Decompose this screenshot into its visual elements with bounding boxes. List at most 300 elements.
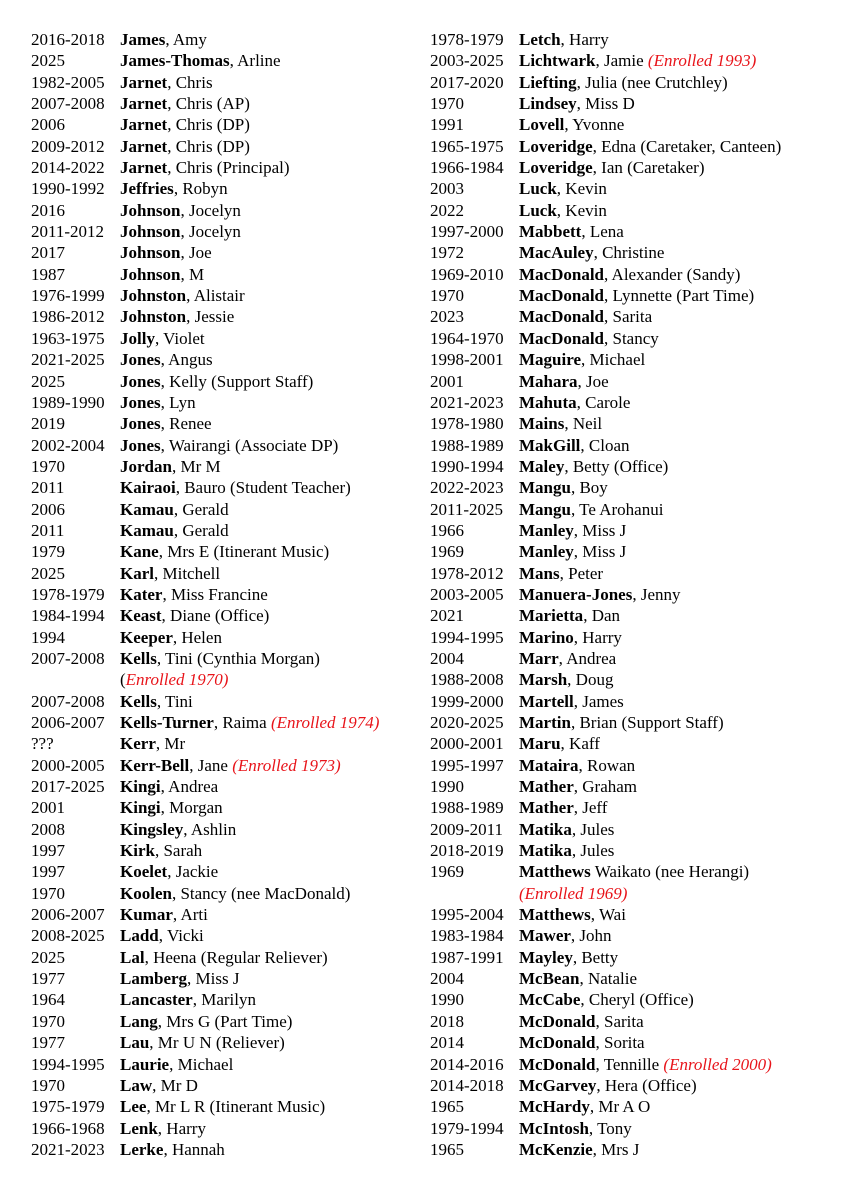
entry-years: 2009-2011 <box>430 819 504 839</box>
staff-entry <box>31 306 421 327</box>
entry-given-name: , Kaff <box>560 734 600 754</box>
staff-entry <box>31 136 421 157</box>
entry-given-name: , Ian (Caretaker) <box>592 158 705 178</box>
entry-surname: Mans <box>519 563 560 583</box>
staff-entry <box>430 1011 845 1032</box>
entry-text <box>120 1032 421 1053</box>
entry-text <box>120 840 421 861</box>
entry-years: ??? <box>31 734 54 754</box>
entry-years: 2008 <box>31 819 65 839</box>
entry-years: 2009-2012 <box>31 136 105 156</box>
entry-surname: Jarnet <box>120 115 168 135</box>
entry-surname: Maru <box>519 734 561 754</box>
entry-text <box>120 776 421 797</box>
entry-text <box>519 114 845 135</box>
staff-entry <box>31 563 421 584</box>
entry-text <box>519 29 845 50</box>
staff-entry <box>430 1054 845 1075</box>
entry-text <box>519 648 845 669</box>
staff-entry <box>430 114 845 135</box>
entry-given-name: , Cheryl (Office) <box>580 990 694 1010</box>
entry-years: 1964-1970 <box>430 328 504 348</box>
entry-surname: Mayley <box>519 947 573 967</box>
entry-surname: Kingi <box>120 798 161 818</box>
entry-surname: Martin <box>519 713 571 732</box>
staff-entry <box>31 883 421 904</box>
entry-years: 2017-2025 <box>31 777 105 797</box>
entry-given-name: , Morgan <box>160 798 223 818</box>
entry-years: 2007-2008 <box>31 648 105 668</box>
staff-entry <box>31 840 421 861</box>
entry-given-name: , Mr U N (Reliever) <box>149 1033 285 1053</box>
entry-years: 1990-1992 <box>31 179 105 199</box>
entry-years: 2004 <box>430 969 464 989</box>
entry-surname: Lamberg <box>120 969 188 989</box>
entry-surname: Kerr <box>120 734 156 754</box>
entry-years: 2021 <box>430 606 464 626</box>
entry-years: 1970 <box>430 286 464 306</box>
entry-given-name: , Arti <box>172 905 208 925</box>
entry-text <box>519 157 845 178</box>
entry-text <box>519 136 845 157</box>
entry-surname: Loveridge <box>519 158 593 178</box>
entry-text <box>120 285 421 306</box>
entry-text <box>519 541 845 562</box>
entry-given-name: Waikato (nee Herangi) <box>590 862 750 882</box>
entry-surname: Jones <box>120 350 161 370</box>
entry-years: 1965-1975 <box>430 136 504 156</box>
entry-text <box>120 627 421 648</box>
entry-years: 1978-1979 <box>31 584 105 604</box>
entry-text <box>519 1096 845 1117</box>
entry-given-name: , Mr L R (Itinerant Music) <box>146 1097 326 1117</box>
entry-given-name: , James <box>573 691 624 711</box>
entry-text <box>120 883 421 904</box>
entry-surname: Kamau <box>120 499 174 519</box>
entry-given-name: , Heena (Regular Reliever) <box>144 947 328 967</box>
staff-entry <box>430 29 845 50</box>
entry-given-name: , Mrs J <box>592 1139 640 1159</box>
entry-text <box>120 541 421 562</box>
entry-given-name: , Violet <box>154 328 205 348</box>
staff-entry <box>430 242 845 263</box>
staff-entry <box>430 285 845 306</box>
entry-given-name: , Yvonne <box>564 115 625 135</box>
entry-given-name: , Jocelyn <box>180 200 241 220</box>
entry-text <box>519 328 845 349</box>
entry-given-name: , Jamie <box>595 51 648 71</box>
entry-given-name: , Diane (Office) <box>161 606 270 626</box>
entry-text <box>120 157 421 178</box>
entry-years: 2020-2025 <box>430 713 504 732</box>
entry-years: 2017-2020 <box>430 72 504 92</box>
entry-given-name: , Lynnette (Part Time) <box>604 286 755 306</box>
entry-given-name: , Doug <box>567 670 614 690</box>
entry-surname: Marsh <box>519 670 568 690</box>
entry-text <box>519 349 845 370</box>
staff-entry <box>430 755 845 776</box>
entry-years: 1998-2001 <box>430 350 504 370</box>
entry-years: 2014-2018 <box>430 1075 504 1095</box>
staff-entry <box>31 499 421 520</box>
entry-years: 1994-1995 <box>430 627 504 647</box>
entry-text <box>519 563 845 584</box>
entry-surname: Maguire <box>519 350 582 370</box>
entry-given-name: , Mr D <box>152 1075 198 1095</box>
entry-years: 1994-1995 <box>31 1054 105 1074</box>
staff-entry <box>31 755 421 776</box>
entry-years: 1989-1990 <box>31 392 105 412</box>
entry-years: 1995-2004 <box>430 905 504 925</box>
entry-surname: McCabe <box>519 990 581 1010</box>
entry-text <box>120 861 421 882</box>
entry-text <box>519 264 845 285</box>
entry-given-name: , Stancy <box>604 328 659 348</box>
staff-entry <box>31 648 421 691</box>
staff-entry <box>430 221 845 242</box>
entry-surname: Keeper <box>120 627 173 647</box>
entry-surname: Johnston <box>120 286 187 306</box>
entry-text <box>519 925 845 946</box>
staff-entry <box>430 861 845 904</box>
entry-given-name: , Kelly (Support Staff) <box>160 371 314 391</box>
entry-text <box>519 712 845 733</box>
entry-years: 2014-2016 <box>430 1054 504 1074</box>
entry-surname: McDonald <box>519 1054 596 1074</box>
entry-years: 1970 <box>31 883 65 903</box>
entry-years: 2025 <box>31 371 65 391</box>
entry-surname: MakGill <box>519 435 581 455</box>
entry-given-name: , Andrea <box>558 648 617 668</box>
entry-given-name: , Wai <box>590 905 626 925</box>
entry-given-name: , Marilyn <box>192 990 256 1010</box>
staff-entry <box>430 1096 845 1117</box>
entry-surname: Luck <box>519 200 557 220</box>
entry-surname: Jordan <box>120 456 172 476</box>
staff-entry <box>430 1139 845 1160</box>
entry-surname: McHardy <box>519 1097 590 1117</box>
entry-surname: Maley <box>519 456 565 476</box>
entry-given-name: , Bauro (Student Teacher) <box>175 478 351 498</box>
staff-entry <box>31 456 421 477</box>
entry-text <box>120 733 421 754</box>
entry-given-name: , Lyn <box>160 392 196 412</box>
staff-entry <box>430 328 845 349</box>
entry-years: 2025 <box>31 947 65 967</box>
entry-text <box>120 72 421 93</box>
enrolled-note: (Enrolled 1974) <box>270 713 380 732</box>
entry-given-name: , Rowan <box>578 755 636 775</box>
entry-surname: MacAuley <box>519 243 594 263</box>
entry-surname: Lee <box>120 1097 147 1117</box>
entry-surname: McGarvey <box>519 1075 597 1095</box>
entry-given-name: , Andrea <box>160 777 219 797</box>
staff-entry <box>430 499 845 520</box>
entry-years: 2025 <box>31 563 65 583</box>
entry-years: 1990-1994 <box>430 456 504 476</box>
entry-given-name: , Tini <box>156 691 193 711</box>
entry-given-name: , Jules <box>571 841 615 861</box>
entry-surname: Marietta <box>519 606 584 626</box>
staff-entry <box>430 477 845 498</box>
entry-given-name: , Amy <box>165 30 207 49</box>
staff-entry <box>31 50 421 71</box>
entry-years: 2011 <box>31 478 65 498</box>
entry-surname: Law <box>120 1075 153 1095</box>
entry-text <box>519 1075 845 1096</box>
entry-surname: Kirk <box>120 841 155 861</box>
enrolled-note: (Enrolled 1973) <box>232 755 341 775</box>
entry-surname: James <box>120 30 166 49</box>
entry-text <box>519 989 845 1010</box>
entry-text <box>120 691 421 712</box>
entry-given-name: , Hera (Office) <box>596 1075 697 1095</box>
entry-text <box>519 221 845 242</box>
entry-given-name: , Arline <box>229 51 281 71</box>
entry-given-name: , Alexander (Sandy) <box>604 264 741 284</box>
staff-entry <box>430 797 845 818</box>
staff-entry <box>31 904 421 925</box>
entry-given-name: , Jenny <box>632 584 681 604</box>
staff-entry <box>430 627 845 648</box>
entry-surname: Mahuta <box>519 392 577 412</box>
staff-entry <box>31 157 421 178</box>
entry-given-name: , Sorita <box>595 1033 645 1053</box>
entry-years: 1965 <box>430 1139 464 1159</box>
staff-entry <box>430 520 845 541</box>
entry-given-name: , Hannah <box>163 1139 225 1159</box>
entry-surname: Luck <box>519 179 557 199</box>
entry-text <box>120 221 421 242</box>
entry-given-name: , Joe <box>180 243 212 263</box>
entry-text <box>519 755 845 776</box>
entry-text <box>120 797 421 818</box>
entry-years: 2019 <box>31 414 65 434</box>
entry-years: 1988-1989 <box>430 798 504 818</box>
entry-given-name: , Mitchell <box>154 563 221 583</box>
entry-years: 2014 <box>430 1033 464 1053</box>
staff-entry <box>31 947 421 968</box>
entry-years: 1978-2012 <box>430 563 504 583</box>
entry-text <box>120 136 421 157</box>
entry-years: 2011-2025 <box>430 499 504 519</box>
entry-given-name: , Miss J <box>573 520 627 540</box>
entry-surname: Keast <box>120 606 162 626</box>
entry-text <box>519 392 845 413</box>
staff-entry <box>31 477 421 498</box>
entry-text <box>519 200 845 221</box>
entry-surname: Mabbett <box>519 222 582 242</box>
entry-surname: Manley <box>519 542 574 562</box>
staff-entry <box>430 947 845 968</box>
entry-given-name: , Peter <box>559 563 604 583</box>
entry-given-name: , Gerald <box>173 520 229 540</box>
entry-surname: Lau <box>120 1033 150 1053</box>
entry-years: 2006-2007 <box>31 905 105 925</box>
entry-surname: Kingsley <box>120 819 184 839</box>
entry-given-name: , John <box>570 926 612 946</box>
entry-text <box>519 840 845 861</box>
entry-given-name: , Te Arohanui <box>570 499 664 519</box>
entry-years: 1977 <box>31 1033 65 1053</box>
entry-years: 1966 <box>430 520 464 540</box>
entry-given-name: , Harry <box>560 30 609 49</box>
entry-given-name: , Carole <box>576 392 631 412</box>
entry-years: 2004 <box>430 648 464 668</box>
entry-given-name: , Kevin <box>556 179 607 199</box>
entry-text <box>519 627 845 648</box>
entry-given-name: , M <box>180 264 205 284</box>
entry-text <box>519 605 845 626</box>
entry-years: 1983-1984 <box>430 926 504 946</box>
entry-text <box>120 371 421 392</box>
entry-text <box>519 584 845 605</box>
entry-text <box>120 114 421 135</box>
entry-surname: Lenk <box>120 1118 158 1138</box>
entry-given-name: , Jackie <box>167 862 219 882</box>
entry-text <box>519 499 845 520</box>
entry-text <box>519 178 845 199</box>
staff-entry <box>430 306 845 327</box>
entry-text <box>120 1096 421 1117</box>
entry-text <box>120 1054 421 1075</box>
entry-text <box>519 435 845 456</box>
entry-text <box>120 968 421 989</box>
entry-years: 2001 <box>430 371 464 391</box>
entry-given-name: , Miss J <box>573 542 627 562</box>
entry-given-name: , Vicki <box>158 926 204 946</box>
entry-years: 2016 <box>31 200 65 220</box>
entry-text <box>519 520 845 541</box>
entry-years: 2023 <box>430 307 464 327</box>
entry-surname: Mangu <box>519 499 571 519</box>
entry-surname: Koelet <box>120 862 168 882</box>
entry-given-name: , Jane <box>189 755 233 775</box>
entry-surname: Kane <box>120 542 159 562</box>
entry-surname: Jolly <box>120 328 155 348</box>
staff-entry <box>31 520 421 541</box>
entry-years: 2003-2025 <box>430 51 504 71</box>
staff-entry <box>31 1118 421 1139</box>
entry-surname: MacDonald <box>519 328 604 348</box>
entry-years: 1995-1997 <box>430 755 504 775</box>
entry-surname: Karl <box>120 563 154 583</box>
entry-given-name: , Cloan <box>580 435 630 455</box>
entry-years: 1963-1975 <box>31 328 105 348</box>
entry-text <box>120 50 421 71</box>
entry-text <box>120 306 421 327</box>
staff-entry <box>31 989 421 1010</box>
entry-given-name: , Joe <box>577 371 609 391</box>
entry-given-name: , Mr M <box>171 456 221 476</box>
entry-surname: Jeffries <box>120 179 174 199</box>
entry-text <box>120 1118 421 1139</box>
entry-text <box>519 669 845 690</box>
entry-text <box>519 1032 845 1053</box>
entry-text <box>120 605 421 626</box>
entry-text <box>120 563 421 584</box>
staff-entry <box>31 114 421 135</box>
staff-entry <box>430 50 845 71</box>
entry-text <box>120 242 421 263</box>
entry-text <box>519 776 845 797</box>
entry-surname: Lovell <box>519 115 565 135</box>
entry-text <box>519 477 845 498</box>
entry-given-name: , Sarita <box>604 307 653 327</box>
entry-surname: Lang <box>120 1011 158 1031</box>
entry-given-name: , Mrs G (Part Time) <box>157 1011 293 1031</box>
enrolled-note: (Enrolled 1969) <box>519 883 628 903</box>
entry-surname: Jarnet <box>120 94 168 114</box>
entry-text <box>120 1075 421 1096</box>
entry-surname: Marino <box>519 627 574 647</box>
entry-surname: Matthews <box>519 905 591 925</box>
entry-years: 2018-2019 <box>430 841 504 861</box>
entry-years: 2008-2025 <box>31 926 105 946</box>
entry-years: 1978-1979 <box>430 30 504 49</box>
entry-years: 1988-1989 <box>430 435 504 455</box>
staff-entry <box>31 861 421 882</box>
entry-surname: Johnson <box>120 200 181 220</box>
entry-given-name: , Chris (DP) <box>167 115 250 135</box>
entry-surname: Johnston <box>120 307 187 327</box>
entry-given-name: , Chris (AP) <box>167 94 250 114</box>
entry-text <box>120 1011 421 1032</box>
entry-surname: Jones <box>120 414 161 434</box>
entry-text <box>120 947 421 968</box>
entry-surname: Jarnet <box>120 158 168 178</box>
entry-years: 1986-2012 <box>31 307 105 327</box>
entry-surname: Kells <box>120 648 157 668</box>
entry-years: 1987-1991 <box>430 947 504 967</box>
entry-years: 1964 <box>31 990 65 1010</box>
entry-surname: Jarnet <box>120 136 168 156</box>
staff-entry <box>430 712 845 733</box>
entry-text <box>120 477 421 498</box>
entry-years: 2022 <box>430 200 464 220</box>
entry-text <box>120 456 421 477</box>
entry-given-name: , Neil <box>564 414 603 434</box>
entry-years: 2017 <box>31 243 65 263</box>
staff-entry <box>430 157 845 178</box>
entry-text <box>120 29 421 50</box>
entry-surname: Mawer <box>519 926 571 946</box>
entry-given-name: , Dan <box>583 606 621 626</box>
entry-years: 2007-2008 <box>31 94 105 114</box>
staff-entry <box>430 72 845 93</box>
entry-text <box>120 712 421 733</box>
entry-surname: Loveridge <box>519 136 593 156</box>
staff-entry <box>430 371 845 392</box>
entry-years: 1970 <box>31 456 65 476</box>
entry-given-name: , Jocelyn <box>180 222 241 242</box>
staff-entry <box>430 413 845 434</box>
entry-years: 2016-2018 <box>31 30 105 49</box>
staff-entry <box>31 285 421 306</box>
entry-given-name: , Alistair <box>186 286 245 306</box>
entry-years: 2000-2005 <box>31 755 105 775</box>
entry-text <box>120 435 421 456</box>
entry-surname: McDonald <box>519 1011 596 1031</box>
staff-entry <box>31 797 421 818</box>
entry-years: 1970 <box>31 1075 65 1095</box>
staff-entry <box>430 648 845 669</box>
entry-given-name: , Tony <box>588 1118 632 1138</box>
entry-text <box>519 242 845 263</box>
entry-years: 2021-2023 <box>430 392 504 412</box>
staff-entry <box>430 1032 845 1053</box>
staff-entry <box>31 584 421 605</box>
